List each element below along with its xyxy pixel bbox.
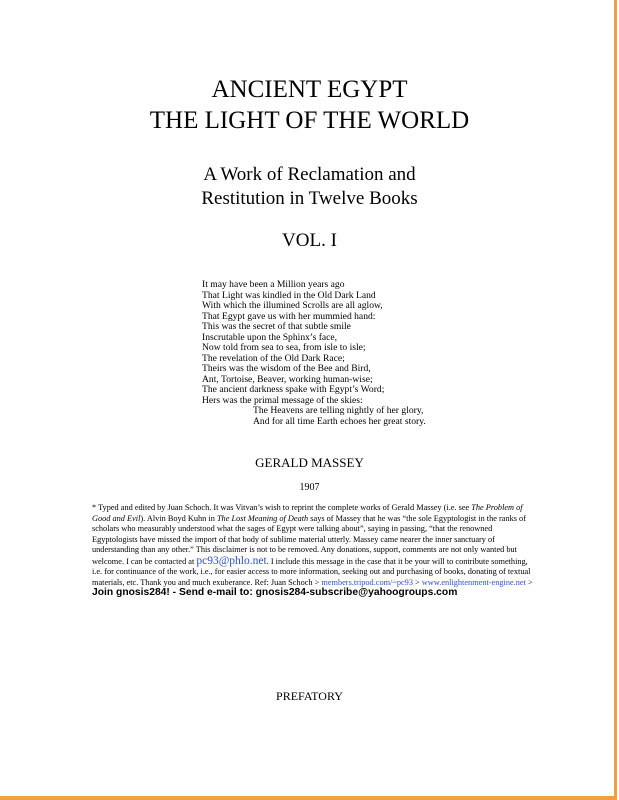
email-link[interactable]: pc93@phlo.net — [196, 554, 267, 567]
author-name: GERALD MASSEY — [255, 455, 364, 470]
poem-line: That Egypt gave us with her mummied hand: — [202, 310, 376, 322]
note-italic-title: The Problem of Good and Evil — [92, 503, 523, 523]
poem-line: It may have been a Million years ago — [202, 279, 345, 290]
book-title — [0, 74, 619, 136]
poem-line: Theirs was the wisdom of the Bee and Bird, — [202, 363, 371, 374]
poem-line: With which the illumined Scrolls are all aglow, — [202, 300, 383, 311]
title-line-1: ANCIENT EGYPT — [211, 76, 408, 103]
note-text: ). Alvin Boyd Kuhn in — [140, 513, 217, 523]
poem-line: Now told from sea to sea, from isle to isle; — [202, 342, 366, 353]
enlightenment-engine-link[interactable]: www.enlightenment-engine.net — [421, 577, 526, 587]
note-italic-title: The Lost Meaning of Death — [216, 513, 309, 523]
note-text: . I include this message in the case that it be your will to contribute something, i.e. for continuance of the work, i.e., for easier access to more information, seeking out and purchasing of books, donating of textual materials, etc. Thank you and much exuberance. Ref: Juan Schoch > — [92, 556, 531, 587]
title-line-2: THE LIGHT OF THE WORLD — [149, 107, 470, 134]
separator: > — [525, 577, 533, 587]
publication-year: 1907 — [299, 482, 320, 493]
section-heading: PREFATORY — [276, 689, 343, 703]
subtitle-line-1: A Work of Reclamation and — [203, 164, 416, 185]
editor-note — [92, 503, 537, 599]
poem-line: Hers was the primal message of the skies: — [202, 394, 363, 406]
volume-label: VOL. I — [282, 230, 337, 251]
poem-line: Inscrutable upon the Sphinx’s face, — [202, 331, 338, 343]
subtitle-line-2: Restitution in Twelve Books — [201, 188, 418, 209]
book-subtitle — [0, 163, 619, 211]
tripod-link[interactable]: members.tripod.com/~pc93 — [321, 577, 413, 587]
poem-line: The revelation of the Old Dark Race; — [202, 352, 345, 364]
note-text: * Typed and edited by Juan Schoch. It was Vitvan’s wish to reprint the complete works of Gerald Massey (i.e. see — [92, 503, 472, 512]
poem-line: That Light was kindled in the Old Dark Land — [202, 289, 376, 301]
poem-line-indented: The Heavens are telling nightly of her glory, — [253, 405, 424, 416]
subscribe-text: Join gnosis284! - Send e-mail to: gnosis284-subscribe@yahoogroups.com — [92, 587, 458, 598]
poem-line: This was the secret of that subtle smile — [202, 321, 351, 332]
note-text: says of Massey that he was “the sole Egyptologist in the ranks of scholars who measurably understood what the sages of Egypt were talking about”, saying in passing, “that the renowned Egyptologists have missed the import of that body of sublime material utterly. Massey came nearer the inner sanctuary of understanding than any other.” This disclaimer is not to be removed. Any donations, support, comments are not only wanted but welcome. I can be contacted at — [92, 513, 526, 566]
poem-line: The ancient darkness spake with Egypt’s Word; — [202, 384, 385, 395]
poem-line-indented: And for all time Earth echoes her great story. — [253, 415, 426, 427]
separator: > — [412, 577, 422, 587]
epigraph-poem — [202, 280, 462, 427]
poem-line: Ant, Tortoise, Beaver, working human-wise; — [202, 373, 373, 385]
